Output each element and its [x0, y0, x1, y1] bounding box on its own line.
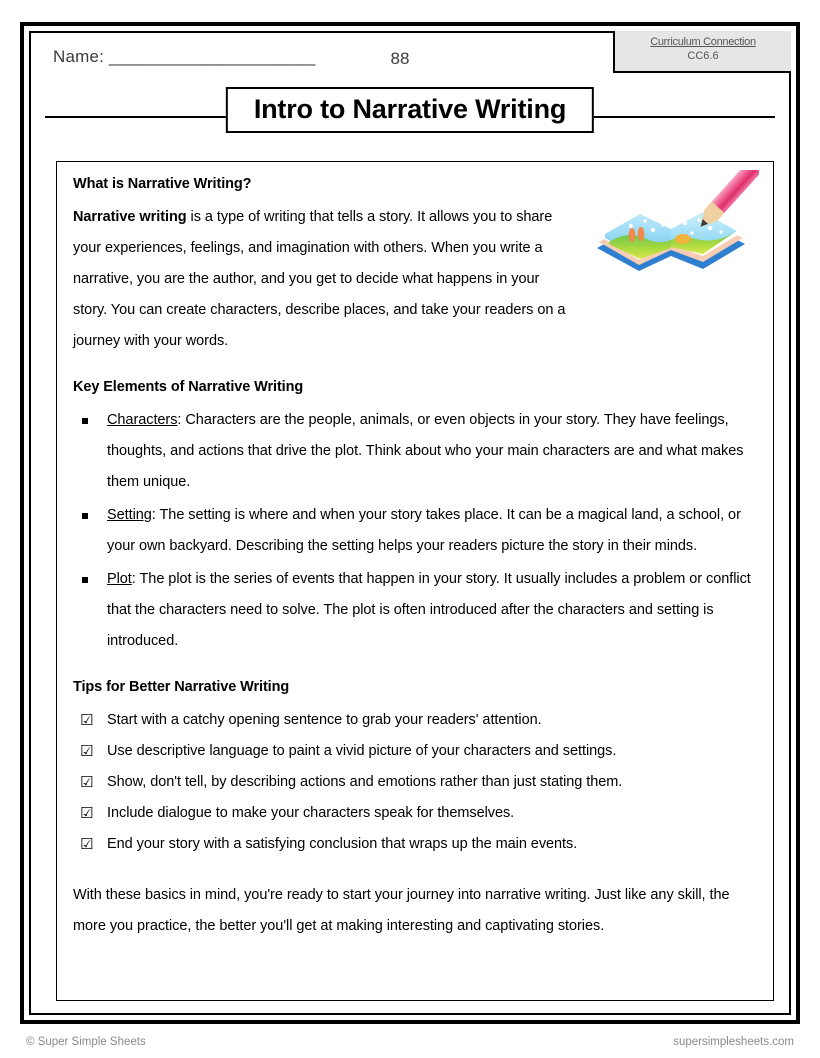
tips-heading: Tips for Better Narrative Writing: [73, 679, 290, 695]
worksheet-header: [31, 33, 789, 85]
title-banner: [31, 85, 789, 147]
open-book-with-pencil-icon: [579, 170, 759, 298]
tip-text: Include dialogue to make your characters speak for themselves.: [107, 805, 515, 821]
list-item: [73, 767, 757, 798]
key-elements-heading: Key Elements of Narrative Writing: [73, 379, 304, 395]
element-term: Plot: [107, 571, 132, 587]
key-elements-list: [73, 405, 757, 657]
list-item: [73, 405, 757, 498]
page-number: 88: [390, 49, 410, 68]
tip-text: Use descriptive language to paint a vivid picture of your characters and settings.: [107, 743, 617, 759]
website-url[interactable]: supersimplesheets.com: [673, 1036, 794, 1048]
list-item: [73, 736, 757, 767]
checked-checkbox-icon[interactable]: ☑: [80, 773, 94, 791]
tip-text: End your story with a satisfying conclusion that wraps up the main events.: [107, 836, 578, 852]
list-item: [73, 829, 757, 860]
checked-checkbox-icon[interactable]: ☑: [80, 711, 94, 729]
list-item: [73, 564, 757, 657]
name-blank-line[interactable]: _______________________: [108, 47, 315, 66]
square-bullet-icon: [82, 418, 88, 424]
page-outer-border: [20, 22, 800, 1024]
list-item: [73, 500, 757, 562]
page-footer: [26, 1036, 794, 1054]
element-term: Setting: [107, 507, 152, 523]
what-is-lead-bold: Narrative writing: [73, 209, 187, 225]
checked-checkbox-icon[interactable]: ☑: [80, 835, 94, 853]
element-description: : The setting is where and when your story takes place. It can be a magical land, a school, or your own backyard. Describing the setting helps your readers picture the story in their minds.: [107, 507, 741, 554]
lesson-content-box: [56, 161, 774, 1001]
page-title: Intro to Narrative Writing: [253, 94, 567, 124]
tip-text: Start with a catchy opening sentence to grab your readers' attention.: [107, 712, 542, 728]
title-box: [226, 87, 594, 133]
curriculum-connection-label: Curriculum Connection: [650, 36, 756, 48]
page-inner-border: [29, 31, 791, 1015]
tip-text: Show, don't tell, by describing actions and emotions rather than just stating them.: [107, 774, 623, 790]
square-bullet-icon: [82, 577, 88, 583]
square-bullet-icon: [82, 513, 88, 519]
checked-checkbox-icon[interactable]: ☑: [80, 742, 94, 760]
closing-paragraph: With these basics in mind, you're ready to start your journey into narrative writing. Just like any skill, the more you practice, the better you'll get at making interesting and captivating stories.: [73, 887, 730, 934]
element-description: : Characters are the people, animals, or even objects in your story. They have feelings, thoughts, and actions that drive the plot. Think about who your main characters are and what makes them unique.: [107, 412, 744, 490]
element-description: : The plot is the series of events that happen in your story. It usually includes a problem or conflict that the characters need to solve. The plot is often introduced after the characters and setting is introduced.: [107, 571, 751, 649]
list-item: [73, 798, 757, 829]
list-item: [73, 705, 757, 736]
checked-checkbox-icon[interactable]: ☑: [80, 804, 94, 822]
curriculum-connection-box: [613, 31, 791, 73]
what-is-heading: What is Narrative Writing?: [73, 176, 252, 192]
tips-list: [73, 705, 757, 860]
what-is-body: is a type of writing that tells a story. It allows you to share your experiences, feelings, and imagination with others. When you write a narrative, you are the author, and you get to decide what happens in your story. You can create characters, describe places, and take your readers on a journey with your words.: [73, 209, 566, 349]
copyright-text: © Super Simple Sheets: [26, 1036, 146, 1048]
name-label: Name:: [53, 47, 105, 66]
element-term: Characters: [107, 412, 178, 428]
curriculum-connection-code: CC6.6: [687, 50, 719, 62]
